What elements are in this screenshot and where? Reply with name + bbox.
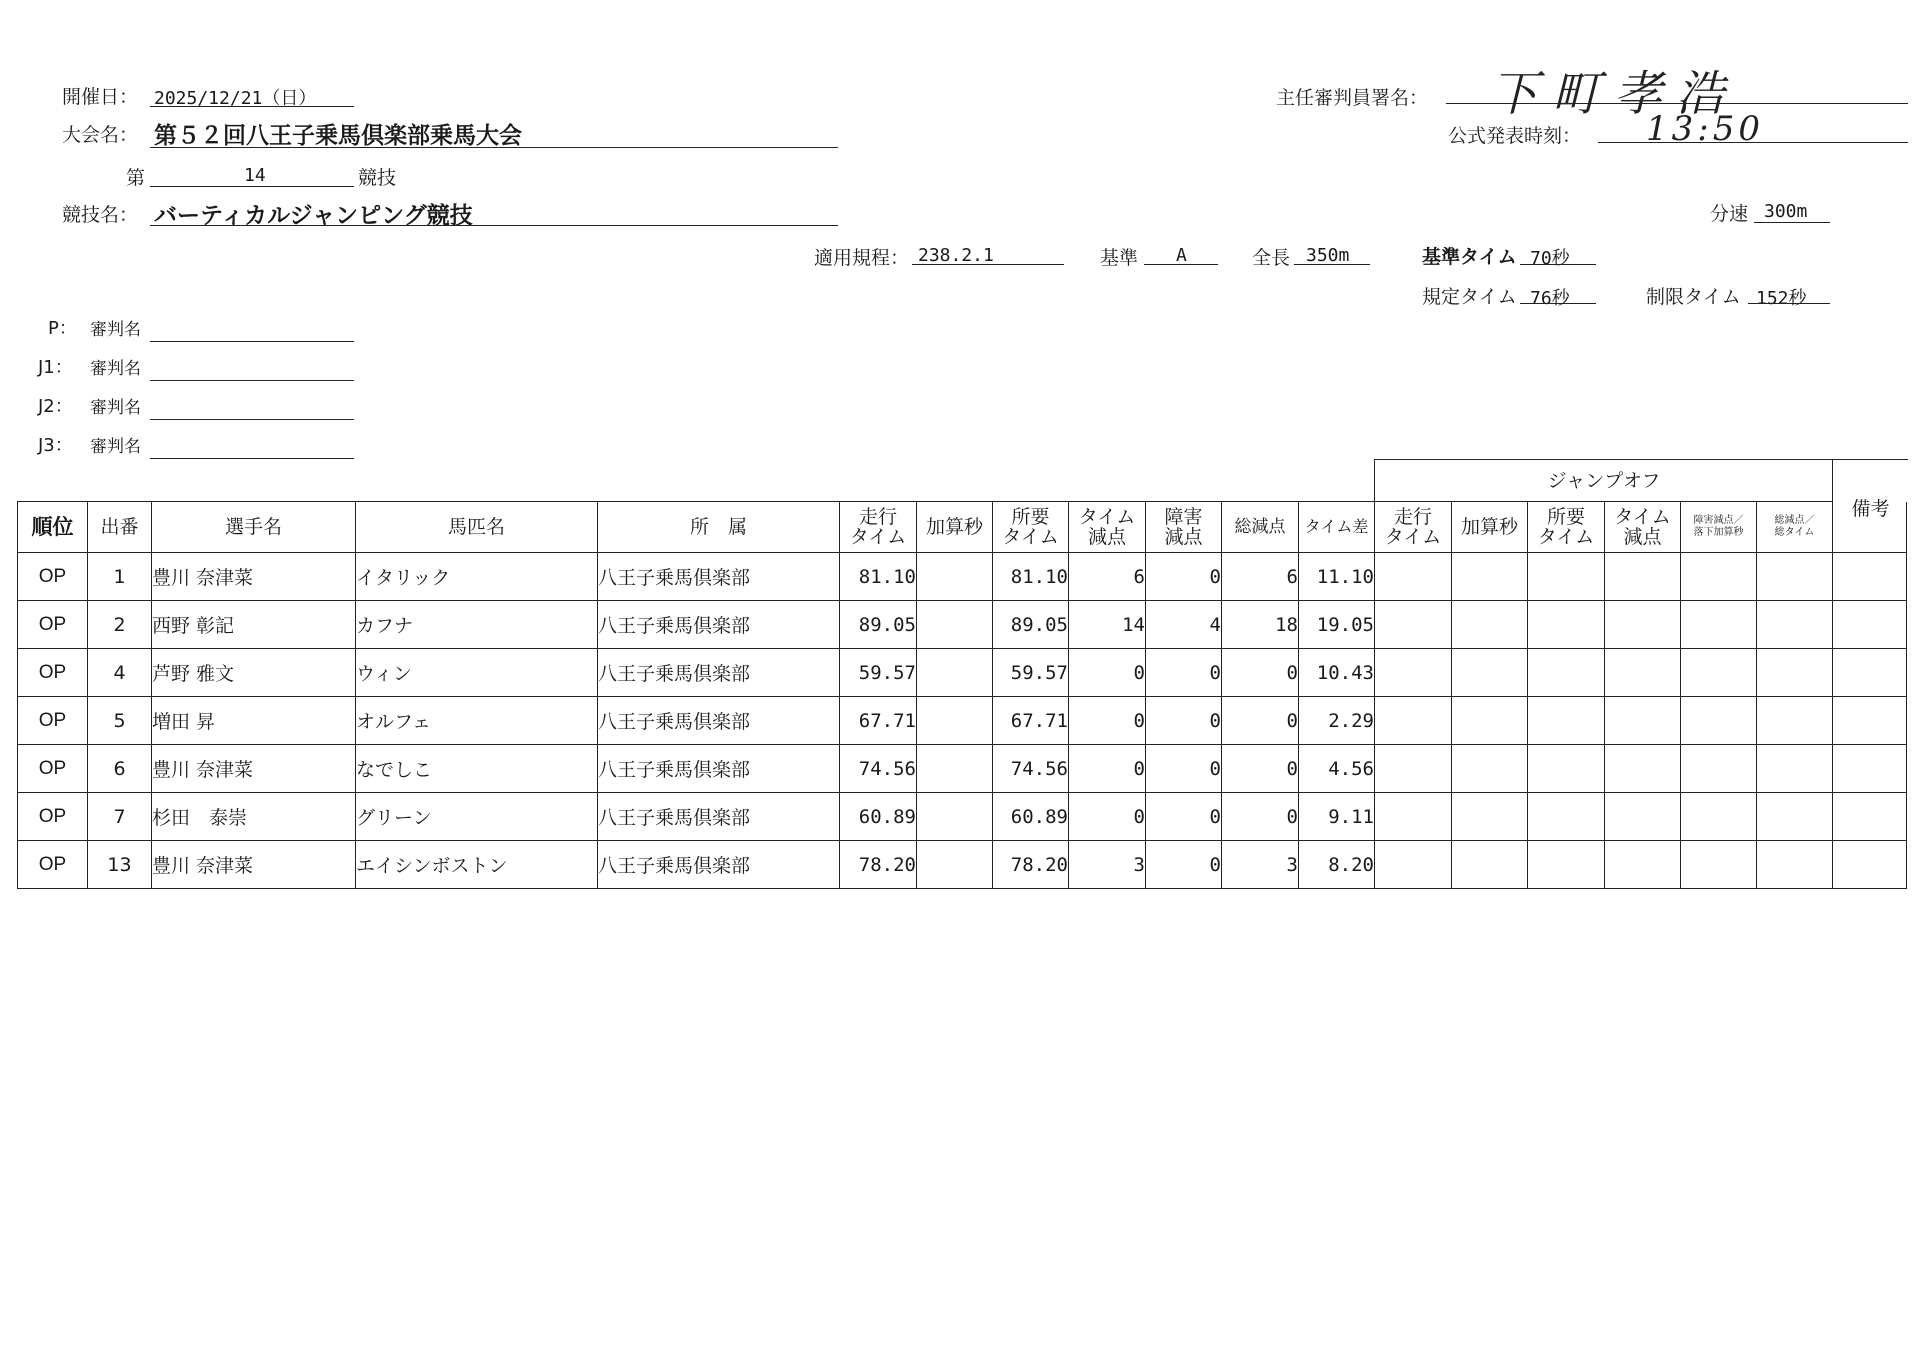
- speed-underline: [1754, 222, 1830, 223]
- time-penalty-cell: 6: [1069, 553, 1146, 601]
- rider-cell: 豊川 奈津菜: [152, 553, 356, 601]
- jumpoff-empty-cell: [1375, 841, 1452, 889]
- announce-label: 公式発表時刻：: [1448, 125, 1582, 147]
- time-penalty-cell: 0: [1069, 697, 1146, 745]
- jumpoff-empty-cell: [1757, 697, 1833, 745]
- run-time-cell: 67.71: [840, 697, 917, 745]
- jo-header-req-time: 所要 タイム: [1528, 502, 1605, 553]
- jo-header-obstacle-penalty: 障害減点／ 落下加算秒: [1681, 502, 1757, 553]
- rider-cell: 西野 彰記: [152, 601, 356, 649]
- run-time-cell: 89.05: [840, 601, 917, 649]
- total-penalty-cell: 0: [1222, 793, 1299, 841]
- jumpoff-empty-cell: [1605, 793, 1681, 841]
- header-rider: 選手名: [152, 502, 356, 553]
- base-time-underline: [1520, 264, 1596, 265]
- jumpoff-empty-cell: [1452, 793, 1528, 841]
- club-cell: 八王子乗馬倶楽部: [598, 841, 840, 889]
- jumpoff-empty-cell: [1528, 601, 1605, 649]
- event-underline: [150, 147, 838, 148]
- judge-j2-code: J2：: [38, 396, 73, 417]
- standard-label: 基準: [1100, 247, 1139, 269]
- limit-time-value: 152秒: [1756, 288, 1807, 309]
- obstacle-penalty-cell: 0: [1146, 553, 1222, 601]
- run-time-cell: 74.56: [840, 745, 917, 793]
- jumpoff-empty-cell: [1375, 649, 1452, 697]
- add-sec-cell: [917, 601, 993, 649]
- run-time-cell: 78.20: [840, 841, 917, 889]
- event-label: 大会名：: [62, 124, 139, 146]
- jo-header-add-sec: 加算秒: [1452, 502, 1528, 553]
- jumpoff-empty-cell: [1375, 745, 1452, 793]
- horse-cell: イタリック: [356, 553, 598, 601]
- time-diff-cell: 2.29: [1299, 697, 1375, 745]
- jumpoff-empty-cell: [1528, 793, 1605, 841]
- horse-cell: オルフェ: [356, 697, 598, 745]
- announce-underline: [1598, 142, 1908, 143]
- jo-header-time-penalty: タイム 減点: [1605, 502, 1681, 553]
- time-diff-cell: 4.56: [1299, 745, 1375, 793]
- remarks-cell: [1833, 697, 1907, 745]
- limit-time-underline: [1748, 303, 1830, 304]
- obstacle-penalty-cell: 0: [1146, 841, 1222, 889]
- rank-cell: OP: [18, 697, 88, 745]
- length-label: 全長: [1252, 247, 1291, 269]
- jumpoff-empty-cell: [1375, 601, 1452, 649]
- add-sec-cell: [917, 697, 993, 745]
- jumpoff-empty-cell: [1452, 649, 1528, 697]
- judge-j3-code: J3：: [38, 435, 73, 456]
- run-time-cell: 59.57: [840, 649, 917, 697]
- table-row: [18, 697, 1907, 745]
- total-penalty-cell: 0: [1222, 697, 1299, 745]
- jumpoff-empty-cell: [1757, 793, 1833, 841]
- req-time-cell: 74.56: [993, 745, 1069, 793]
- jumpoff-empty-cell: [1757, 841, 1833, 889]
- rule-value: 238.2.1: [918, 245, 994, 266]
- club-cell: 八王子乗馬倶楽部: [598, 793, 840, 841]
- jumpoff-empty-cell: [1452, 553, 1528, 601]
- table-row: [18, 601, 1907, 649]
- remarks-cell: [1833, 745, 1907, 793]
- results-body: [18, 553, 1907, 889]
- header-req-time: 所要 タイム: [993, 502, 1069, 553]
- add-sec-cell: [917, 841, 993, 889]
- time-diff-cell: 8.20: [1299, 841, 1375, 889]
- jo-header-run-time: 走行 タイム: [1375, 502, 1452, 553]
- jumpoff-empty-cell: [1757, 745, 1833, 793]
- speed-value: 300m: [1764, 201, 1808, 222]
- total-penalty-cell: 3: [1222, 841, 1299, 889]
- length-underline: [1294, 264, 1370, 265]
- time-penalty-cell: 3: [1069, 841, 1146, 889]
- competition-prefix: 第: [126, 167, 146, 189]
- rank-cell: OP: [18, 793, 88, 841]
- competition-number-underline: [150, 186, 354, 187]
- announce-time: 13:50: [1646, 109, 1764, 149]
- order-cell: 4: [88, 649, 152, 697]
- order-cell: 1: [88, 553, 152, 601]
- rank-cell: OP: [18, 601, 88, 649]
- remarks-cell: [1833, 793, 1907, 841]
- rank-cell: OP: [18, 745, 88, 793]
- req-time-cell: 60.89: [993, 793, 1069, 841]
- rider-cell: 芦野 雅文: [152, 649, 356, 697]
- order-cell: 2: [88, 601, 152, 649]
- allowed-time-value: 76秒: [1530, 288, 1570, 309]
- time-penalty-cell: 14: [1069, 601, 1146, 649]
- standard-value: A: [1176, 245, 1187, 266]
- jumpoff-empty-cell: [1528, 553, 1605, 601]
- obstacle-penalty-cell: 0: [1146, 745, 1222, 793]
- jo-header-total: 総減点／ 総タイム: [1757, 502, 1833, 553]
- jumpoff-empty-cell: [1757, 649, 1833, 697]
- judge-j3-underline: [150, 458, 354, 459]
- run-time-cell: 60.89: [840, 793, 917, 841]
- time-penalty-cell: 0: [1069, 793, 1146, 841]
- jumpoff-empty-cell: [1605, 841, 1681, 889]
- jumpoff-empty-cell: [1681, 553, 1757, 601]
- header-order: 出番: [88, 502, 152, 553]
- limit-time-label: 制限タイム: [1646, 286, 1741, 308]
- rank-cell: OP: [18, 553, 88, 601]
- rider-cell: 杉田 泰崇: [152, 793, 356, 841]
- remarks-cell: [1833, 601, 1907, 649]
- header-horse: 馬匹名: [356, 502, 598, 553]
- horse-cell: グリーン: [356, 793, 598, 841]
- allowed-time-underline: [1520, 303, 1596, 304]
- run-time-cell: 81.10: [840, 553, 917, 601]
- table-row: [18, 649, 1907, 697]
- total-penalty-cell: 0: [1222, 745, 1299, 793]
- obstacle-penalty-cell: 0: [1146, 649, 1222, 697]
- jumpoff-empty-cell: [1681, 841, 1757, 889]
- chief-judge-underline: [1446, 103, 1908, 104]
- header-time-diff: タイム差: [1299, 502, 1375, 553]
- obstacle-penalty-cell: 0: [1146, 697, 1222, 745]
- jumpoff-empty-cell: [1757, 553, 1833, 601]
- table-row: [18, 745, 1907, 793]
- jumpoff-empty-cell: [1452, 745, 1528, 793]
- judge-j3-label: 審判名: [90, 437, 141, 457]
- judge-p-label: 審判名: [90, 320, 141, 340]
- header-remarks-cell: [1833, 502, 1907, 553]
- jumpoff-empty-cell: [1452, 841, 1528, 889]
- length-value: 350m: [1306, 245, 1350, 266]
- club-cell: 八王子乗馬倶楽部: [598, 649, 840, 697]
- table-row: [18, 841, 1907, 889]
- time-diff-cell: 9.11: [1299, 793, 1375, 841]
- obstacle-penalty-cell: 4: [1146, 601, 1222, 649]
- req-time-cell: 59.57: [993, 649, 1069, 697]
- jumpoff-empty-cell: [1452, 601, 1528, 649]
- jumpoff-empty-cell: [1681, 793, 1757, 841]
- judge-p-code: P：: [48, 318, 77, 339]
- jumpoff-empty-cell: [1375, 553, 1452, 601]
- jumpoff-empty-cell: [1605, 697, 1681, 745]
- judge-j1-code: J1：: [38, 357, 73, 378]
- chief-judge-label: 主任審判員署名：: [1276, 87, 1429, 109]
- jumpoff-empty-cell: [1605, 745, 1681, 793]
- club-cell: 八王子乗馬倶楽部: [598, 601, 840, 649]
- jumpoff-empty-cell: [1605, 649, 1681, 697]
- table-row: [18, 553, 1907, 601]
- jumpoff-empty-cell: [1452, 697, 1528, 745]
- rank-cell: OP: [18, 649, 88, 697]
- judge-p-underline: [150, 341, 354, 342]
- rider-cell: 豊川 奈津菜: [152, 841, 356, 889]
- jumpoff-empty-cell: [1757, 601, 1833, 649]
- horse-cell: ウィン: [356, 649, 598, 697]
- competition-name-label: 競技名：: [62, 204, 139, 226]
- order-cell: 13: [88, 841, 152, 889]
- standard-underline: [1144, 264, 1218, 265]
- header-total-penalty: 総減点: [1222, 502, 1299, 553]
- add-sec-cell: [917, 649, 993, 697]
- judge-j2-label: 審判名: [90, 398, 141, 418]
- time-diff-cell: 10.43: [1299, 649, 1375, 697]
- total-penalty-cell: 6: [1222, 553, 1299, 601]
- req-time-cell: 81.10: [993, 553, 1069, 601]
- time-penalty-cell: 0: [1069, 649, 1146, 697]
- total-penalty-cell: 0: [1222, 649, 1299, 697]
- table-row: [18, 793, 1907, 841]
- horse-cell: なでしこ: [356, 745, 598, 793]
- jumpoff-empty-cell: [1681, 601, 1757, 649]
- jumpoff-empty-cell: [1681, 649, 1757, 697]
- club-cell: 八王子乗馬倶楽部: [598, 553, 840, 601]
- jumpoff-empty-cell: [1605, 601, 1681, 649]
- jumpoff-empty-cell: [1528, 841, 1605, 889]
- req-time-cell: 89.05: [993, 601, 1069, 649]
- order-cell: 5: [88, 697, 152, 745]
- event-name: 第５２回八王子乗馬倶楽部乗馬大会: [154, 123, 522, 149]
- table-header-row: [18, 502, 1907, 553]
- speed-label: 分速: [1710, 203, 1749, 225]
- rank-cell: OP: [18, 841, 88, 889]
- competition-suffix: 競技: [358, 167, 397, 189]
- header-club: 所 属: [598, 502, 840, 553]
- base-time-value: 70秒: [1530, 248, 1570, 269]
- jumpoff-empty-cell: [1375, 697, 1452, 745]
- judge-j1-underline: [150, 380, 354, 381]
- horse-cell: エイシンボストン: [356, 841, 598, 889]
- judge-j2-underline: [150, 419, 354, 420]
- add-sec-cell: [917, 793, 993, 841]
- jumpoff-empty-cell: [1528, 649, 1605, 697]
- add-sec-cell: [917, 745, 993, 793]
- remarks-cell: [1833, 649, 1907, 697]
- judge-j1-label: 審判名: [90, 359, 141, 379]
- header-time-penalty: タイム 減点: [1069, 502, 1146, 553]
- rider-cell: 増田 昇: [152, 697, 356, 745]
- rule-label: 適用規程：: [814, 247, 910, 269]
- jumpoff-empty-cell: [1605, 553, 1681, 601]
- competition-name-underline: [150, 225, 838, 226]
- time-penalty-cell: 0: [1069, 745, 1146, 793]
- allowed-time-label: 規定タイム: [1422, 286, 1517, 308]
- add-sec-cell: [917, 553, 993, 601]
- req-time-cell: 78.20: [993, 841, 1069, 889]
- header-run-time: 走行 タイム: [840, 502, 917, 553]
- jumpoff-empty-cell: [1681, 745, 1757, 793]
- club-cell: 八王子乗馬倶楽部: [598, 697, 840, 745]
- remarks-header: 備考: [1832, 459, 1908, 551]
- date-underline: [150, 106, 354, 107]
- remarks-cell: [1833, 841, 1907, 889]
- base-time-label: 基準タイム: [1422, 246, 1517, 268]
- club-cell: 八王子乗馬倶楽部: [598, 745, 840, 793]
- obstacle-penalty-cell: 0: [1146, 793, 1222, 841]
- jumpoff-empty-cell: [1528, 745, 1605, 793]
- total-penalty-cell: 18: [1222, 601, 1299, 649]
- header-rank: 順位: [18, 502, 88, 553]
- order-cell: 6: [88, 745, 152, 793]
- order-cell: 7: [88, 793, 152, 841]
- jumpoff-empty-cell: [1528, 697, 1605, 745]
- results-table: [17, 501, 1907, 889]
- jumpoff-group-header: ジャンプオフ: [1374, 459, 1833, 502]
- header-add-sec: 加算秒: [917, 502, 993, 553]
- rule-underline: [912, 264, 1064, 265]
- date-label: 開催日：: [62, 86, 139, 108]
- horse-cell: カフナ: [356, 601, 598, 649]
- chief-judge-signature: 下町孝浩: [1490, 66, 1739, 122]
- header-obstacle-penalty: 障害 減点: [1146, 502, 1222, 553]
- remarks-cell: [1833, 553, 1907, 601]
- jumpoff-empty-cell: [1681, 697, 1757, 745]
- competition-name: バーティカルジャンピング競技: [154, 203, 473, 229]
- competition-number: 14: [244, 165, 266, 186]
- date-value: 2025/12/21（日）: [154, 88, 317, 109]
- jumpoff-empty-cell: [1375, 793, 1452, 841]
- time-diff-cell: 11.10: [1299, 553, 1375, 601]
- time-diff-cell: 19.05: [1299, 601, 1375, 649]
- rider-cell: 豊川 奈津菜: [152, 745, 356, 793]
- req-time-cell: 67.71: [993, 697, 1069, 745]
